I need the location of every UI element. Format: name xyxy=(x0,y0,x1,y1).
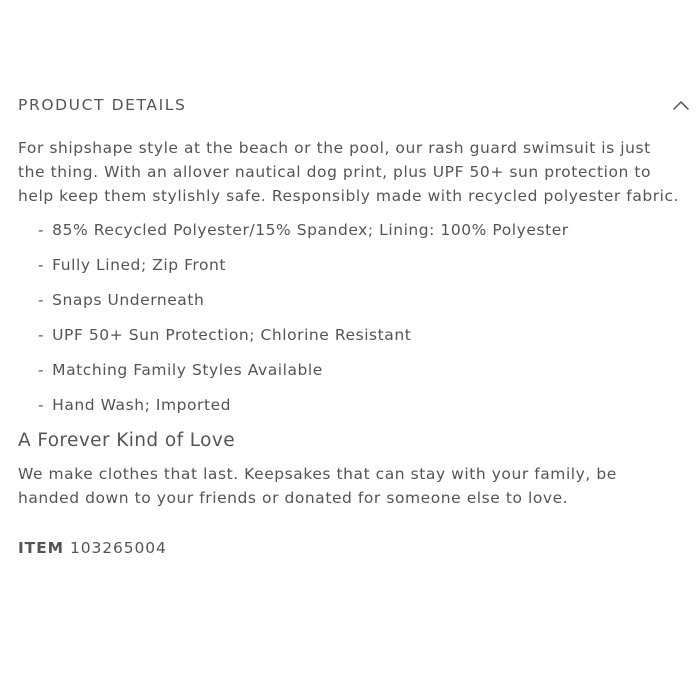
section-title: PRODUCT DETAILS xyxy=(18,96,187,114)
product-details-toggle[interactable] xyxy=(18,92,690,118)
feature-list xyxy=(18,218,682,417)
feature-text: Snaps Underneath xyxy=(52,291,205,309)
feature-text: Hand Wash; Imported xyxy=(52,396,232,414)
list-bullet: - xyxy=(38,256,45,274)
chevron-up-icon[interactable] xyxy=(672,98,690,112)
product-description: For shipshape style at the beach or the pool, our rash guard swimsuit is just the thing. With an allover nautical dog print, plus UPF 50+ sun protection to help keep them stylishly safe. Responsibly made with recycled polyester fabric. xyxy=(18,139,680,205)
list-bullet: - xyxy=(38,291,45,309)
list-bullet: - xyxy=(38,326,45,344)
feature-text: Fully Lined; Zip Front xyxy=(52,256,227,274)
item-label: ITEM xyxy=(18,539,64,557)
product-details-panel xyxy=(18,136,682,560)
promise-text: We make clothes that last. Keepsakes that can stay with your family, be handed down to your friends or donated for someone else to love. xyxy=(18,465,617,507)
item-number-line xyxy=(18,536,682,560)
list-bullet: - xyxy=(38,396,45,414)
feature-text: UPF 50+ Sun Protection; Chlorine Resistant xyxy=(52,326,412,344)
feature-text: 85% Recycled Polyester/15% Spandex; Lining: 100% Polyester xyxy=(52,221,569,239)
item-number: 103265004 xyxy=(69,539,167,557)
list-item xyxy=(38,218,682,242)
list-bullet: - xyxy=(38,221,45,239)
list-item xyxy=(38,358,682,382)
list-bullet: - xyxy=(38,361,45,379)
list-item xyxy=(38,323,682,347)
list-item xyxy=(38,253,682,277)
list-item xyxy=(38,393,682,417)
feature-text: Matching Family Styles Available xyxy=(52,361,323,379)
promise-heading: A Forever Kind of Love xyxy=(18,430,235,451)
list-item xyxy=(38,288,682,312)
